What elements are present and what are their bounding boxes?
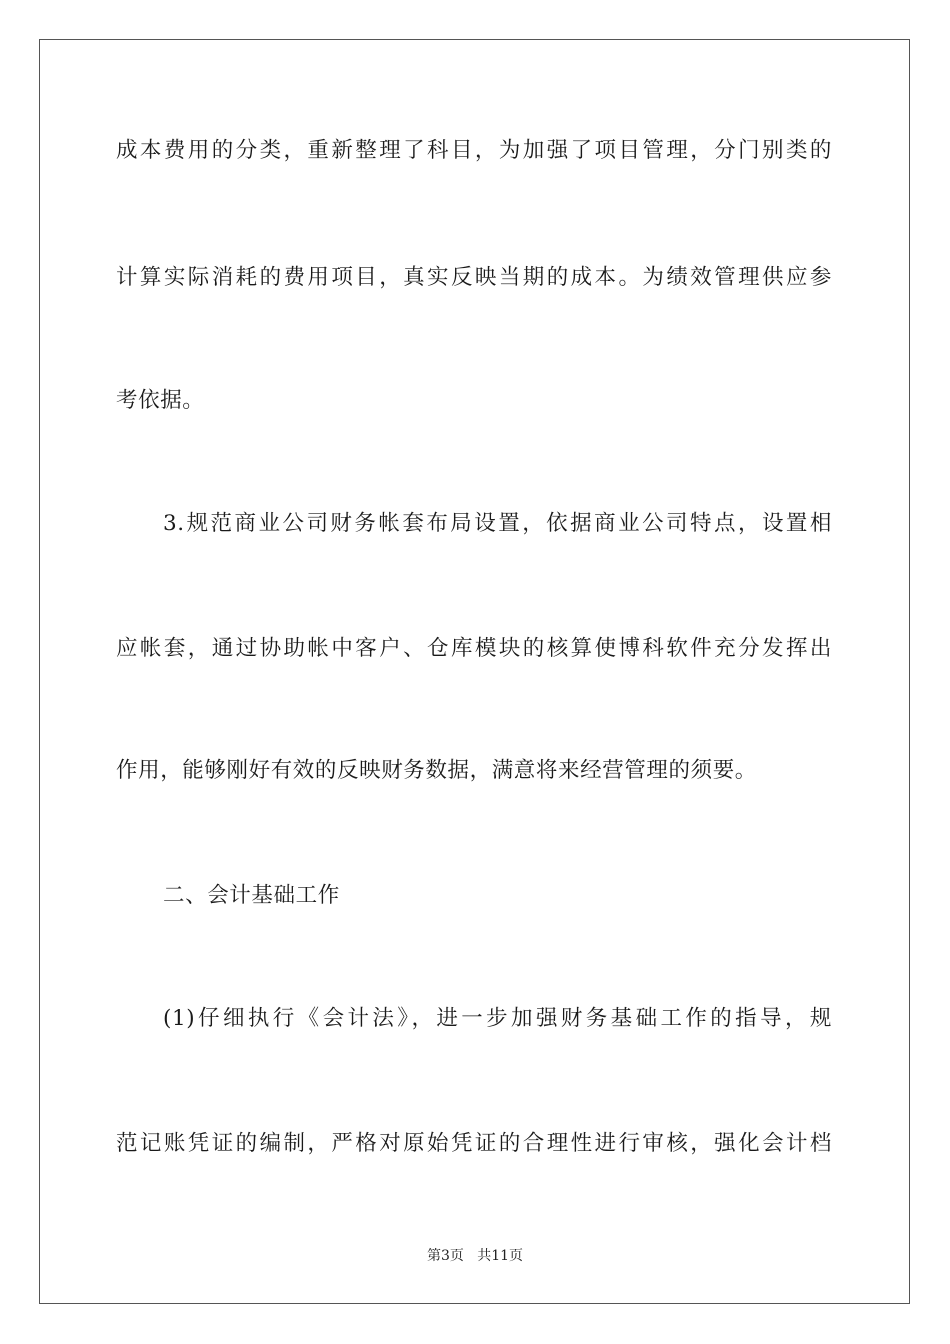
paragraph-line-2: 计算实际消耗的费用项目，真实反映当期的成本。为绩效管理供应参 <box>116 265 832 290</box>
paragraph-line-9: 范记账凭证的编制，严格对原始凭证的合理性进行审核，强化会计档 <box>116 1131 832 1156</box>
paragraph-line-8: (1)仔细执行《会计法》，进一步加强财务基础工作的指导，规 <box>163 1006 832 1031</box>
page-number-footer: 第3页 共11页 <box>426 1248 524 1264</box>
paragraph-line-1: 成本费用的分类，重新整理了科目，为加强了项目管理，分门别类的 <box>116 138 832 163</box>
page-border <box>39 39 910 1304</box>
paragraph-line-6: 作用，能够刚好有效的反映财务数据，满意将来经营管理的须要。 <box>116 758 757 783</box>
paragraph-line-5: 应帐套，通过协助帐中客户、仓库模块的核算使博科软件充分发挥出 <box>116 636 832 661</box>
paragraph-line-3: 考依据。 <box>116 388 205 413</box>
paragraph-line-4: 3.规范商业公司财务帐套布局设置，依据商业公司特点，设置相 <box>163 511 832 536</box>
section-heading: 二、会计基础工作 <box>163 883 340 908</box>
